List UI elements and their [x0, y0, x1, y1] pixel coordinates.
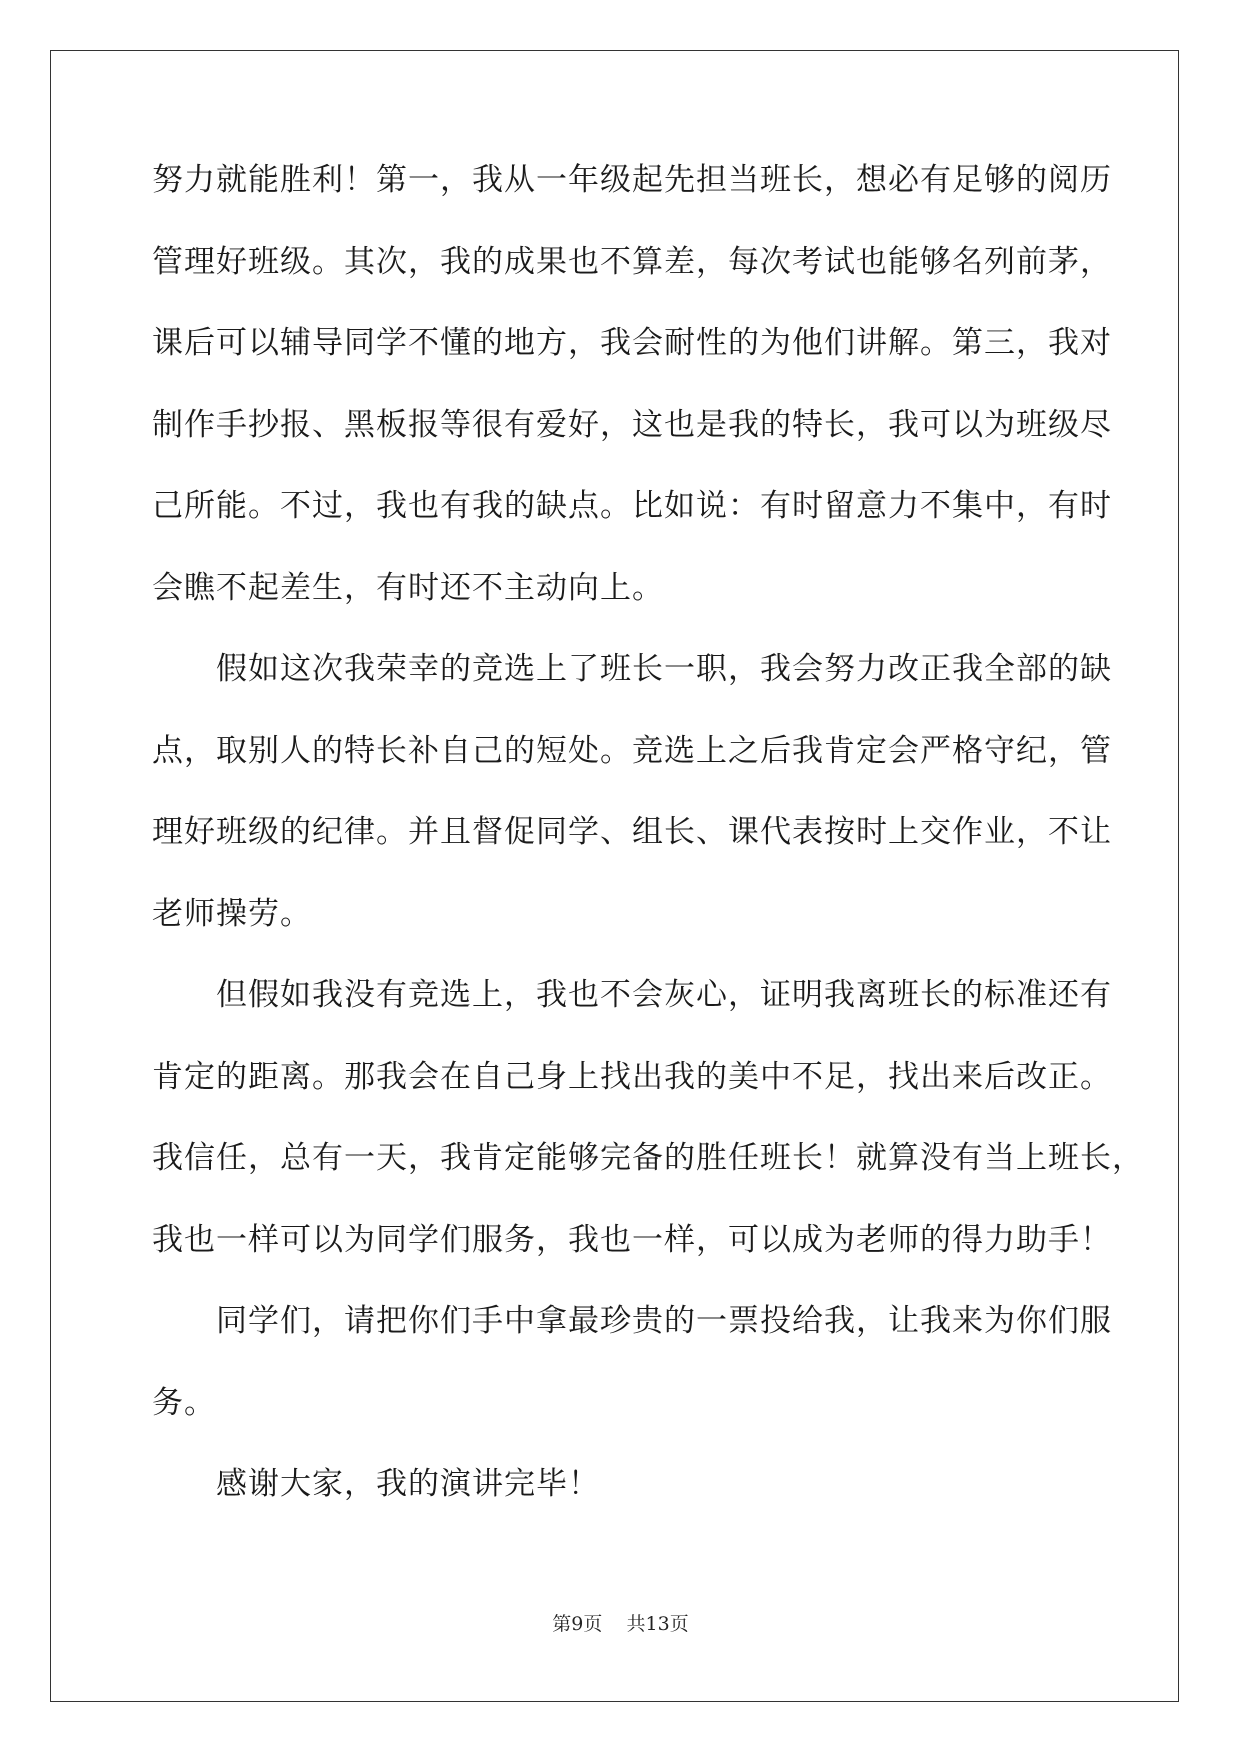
text-line: 感谢大家，我的演讲完毕！: [216, 1466, 600, 1502]
text-line: 理好班级的纪律。并且督促同学、组长、课代表按时上交作业，不让: [152, 814, 1112, 850]
text-line: 会瞧不起差生，有时还不主动向上。: [152, 569, 664, 606]
document-body: [152, 160, 1144, 1546]
text-line: 课后可以辅导同学不懂的地方，我会耐性的为他们讲解。第三，我对: [152, 325, 1112, 361]
text-line: 但假如我没有竞选上，我也不会灰心，证明我离班长的标准还有: [216, 977, 1112, 1013]
text-line: 点，取别人的特长补自己的短处。竞选上之后我肯定会严格守纪，管: [152, 732, 1112, 769]
text-line: 假如这次我荣幸的竞选上了班长一职，我会努力改正我全部的缺: [216, 651, 1112, 687]
text-line: 管理好班级。其次，我的成果也不算差，每次考试也能够名列前茅，: [152, 243, 1112, 280]
text-line: 老师操劳。: [152, 895, 312, 932]
text-line: 我也一样可以为同学们服务，我也一样，可以成为老师的得力助手！: [152, 1221, 1112, 1258]
text-line: 我信任，总有一天，我肯定能够完备的胜任班长！就算没有当上班长，: [152, 1140, 1144, 1176]
text-line: 同学们，请把你们手中拿最珍贵的一票投给我，让我来为你们服: [216, 1303, 1112, 1339]
text-line: 己所能。不过，我也有我的缺点。比如说：有时留意力不集中，有时: [152, 488, 1112, 524]
page-total: 共13页: [626, 1613, 689, 1635]
text-line: 努力就能胜利！第一，我从一年级起先担当班长，想必有足够的阅历: [152, 162, 1112, 198]
text-line: 务。: [152, 1384, 216, 1421]
page-number: 第9页: [552, 1613, 603, 1635]
page-footer: [0, 1612, 1241, 1636]
text-line: 肯定的距离。那我会在自己身上找出我的美中不足，找出来后改正。: [152, 1058, 1112, 1095]
text-line: 制作手抄报、黑板报等很有爱好，这也是我的特长，我可以为班级尽: [152, 406, 1112, 443]
